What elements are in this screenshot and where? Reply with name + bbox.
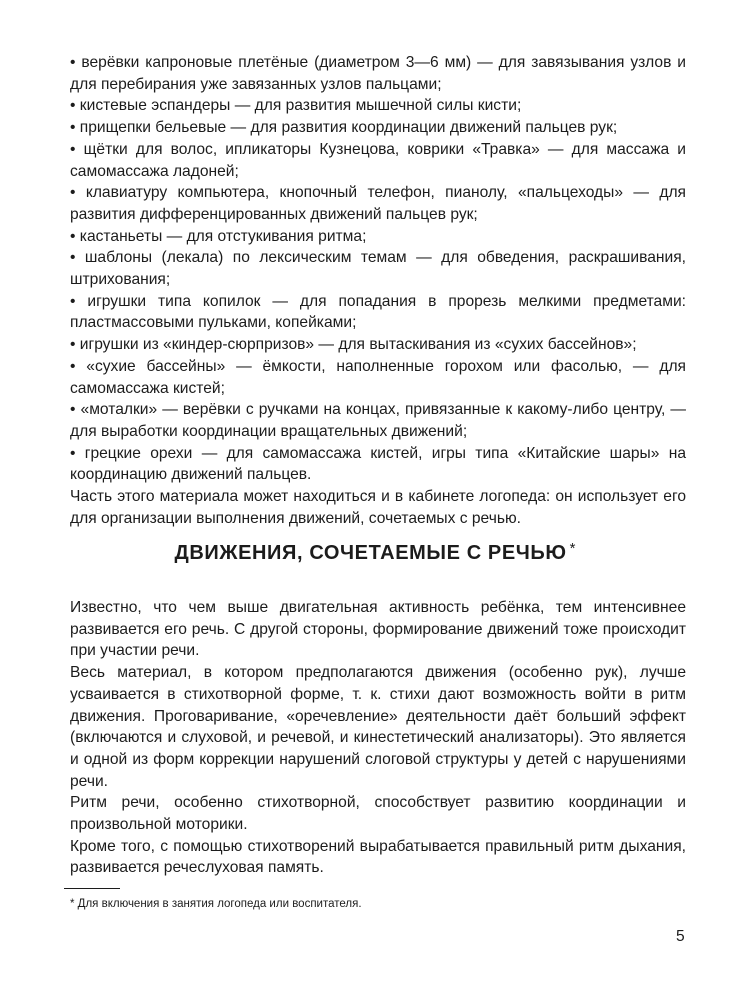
list-item: • верёвки капроновые плетёные (диаметром 3—6 мм) — для завязывания узлов и для перебирания уже завязанных узлов пальцами; [70, 54, 686, 93]
list-item: • «моталки» — верёвки с ручками на концах, привязанные к какому-либо центру, — для выработки координации вращательных движений; [70, 401, 686, 440]
list-item: • шаблоны (лекала) по лексическим темам — для обведения, раскрашивания, штрихования; [70, 249, 686, 289]
body-paragraph: Ритм речи, особенно стихотворной, способствует развитию координации и произвольной моторики. [70, 794, 686, 834]
section-body [70, 597, 686, 879]
section-heading-text: ДВИЖЕНИЯ, СОЧЕТАЕМЫЕ С РЕЧЬЮ [174, 542, 567, 564]
list-item: • клавиатуру компьютера, кнопочный телефон, пианолу, «пальцеходы» — для развития дифференцированных движений пальцев рук; [70, 184, 686, 223]
section-heading [0, 542, 750, 565]
list-item: • кистевые эспандеры — для развития мышечной силы кисти; [70, 97, 522, 115]
list-item: • игрушки из «киндер-сюрпризов» — для вытаскивания из «сухих бассейнов»; [70, 336, 637, 354]
body-paragraph: Весь материал, в котором предполагаются движения (особенно рук), лучше усваивается в стихотворной форме, т. к. стихи дают возможность войти в ритм движения. Проговаривание, «оречевление» деятельности даёт больший эффект (включаются и слуховой, и речевой, и кинестетический анализаторы). Это является и одной из форм коррекции нарушений слоговой структуры у детей с нарушениями речи. [70, 664, 686, 790]
footnote-marker: * [569, 540, 576, 557]
body-paragraph: Кроме того, с помощью стихотворений вырабатывается правильный ритм дыхания, развивается речеслуховая память. [70, 837, 686, 877]
page-number: 5 [676, 928, 685, 945]
list-item: • грецкие орехи — для самомассажа кистей, игры типа «Китайские шары» на координацию движений пальцев. [70, 444, 686, 484]
list-item: • прищепки бельевые — для развития координации движений пальцев рук; [70, 119, 618, 137]
body-paragraph: Известно, что чем выше двигательная активность ребёнка, тем интенсивнее развивается его речь. С другой стороны, формирование движений тоже происходит при участии речи. [70, 599, 686, 660]
list-item: • кастаньеты — для отстукивания ритма; [70, 227, 367, 245]
list-item: • игрушки типа копилок — для попадания в прорезь мелкими предметами: пластмассовыми пульками, копейками; [70, 292, 686, 332]
list-item: • «сухие бассейны» — ёмкости, наполненные горохом или фасолью, — для самомассажа кистей; [70, 357, 686, 397]
footnote: * Для включения в занятия логопеда или воспитателя. [70, 898, 362, 910]
intro-closing-paragraph: Часть этого материала может находиться и в кабинете логопеда: он использует его для организации выполнения движений, сочетаемых с речью. [70, 488, 686, 527]
equipment-list [70, 52, 686, 529]
footnote-divider [64, 888, 120, 889]
list-item: • щётки для волос, ипликаторы Кузнецова, коврики «Травка» — для массажа и самомассажа ладоней; [70, 140, 686, 180]
